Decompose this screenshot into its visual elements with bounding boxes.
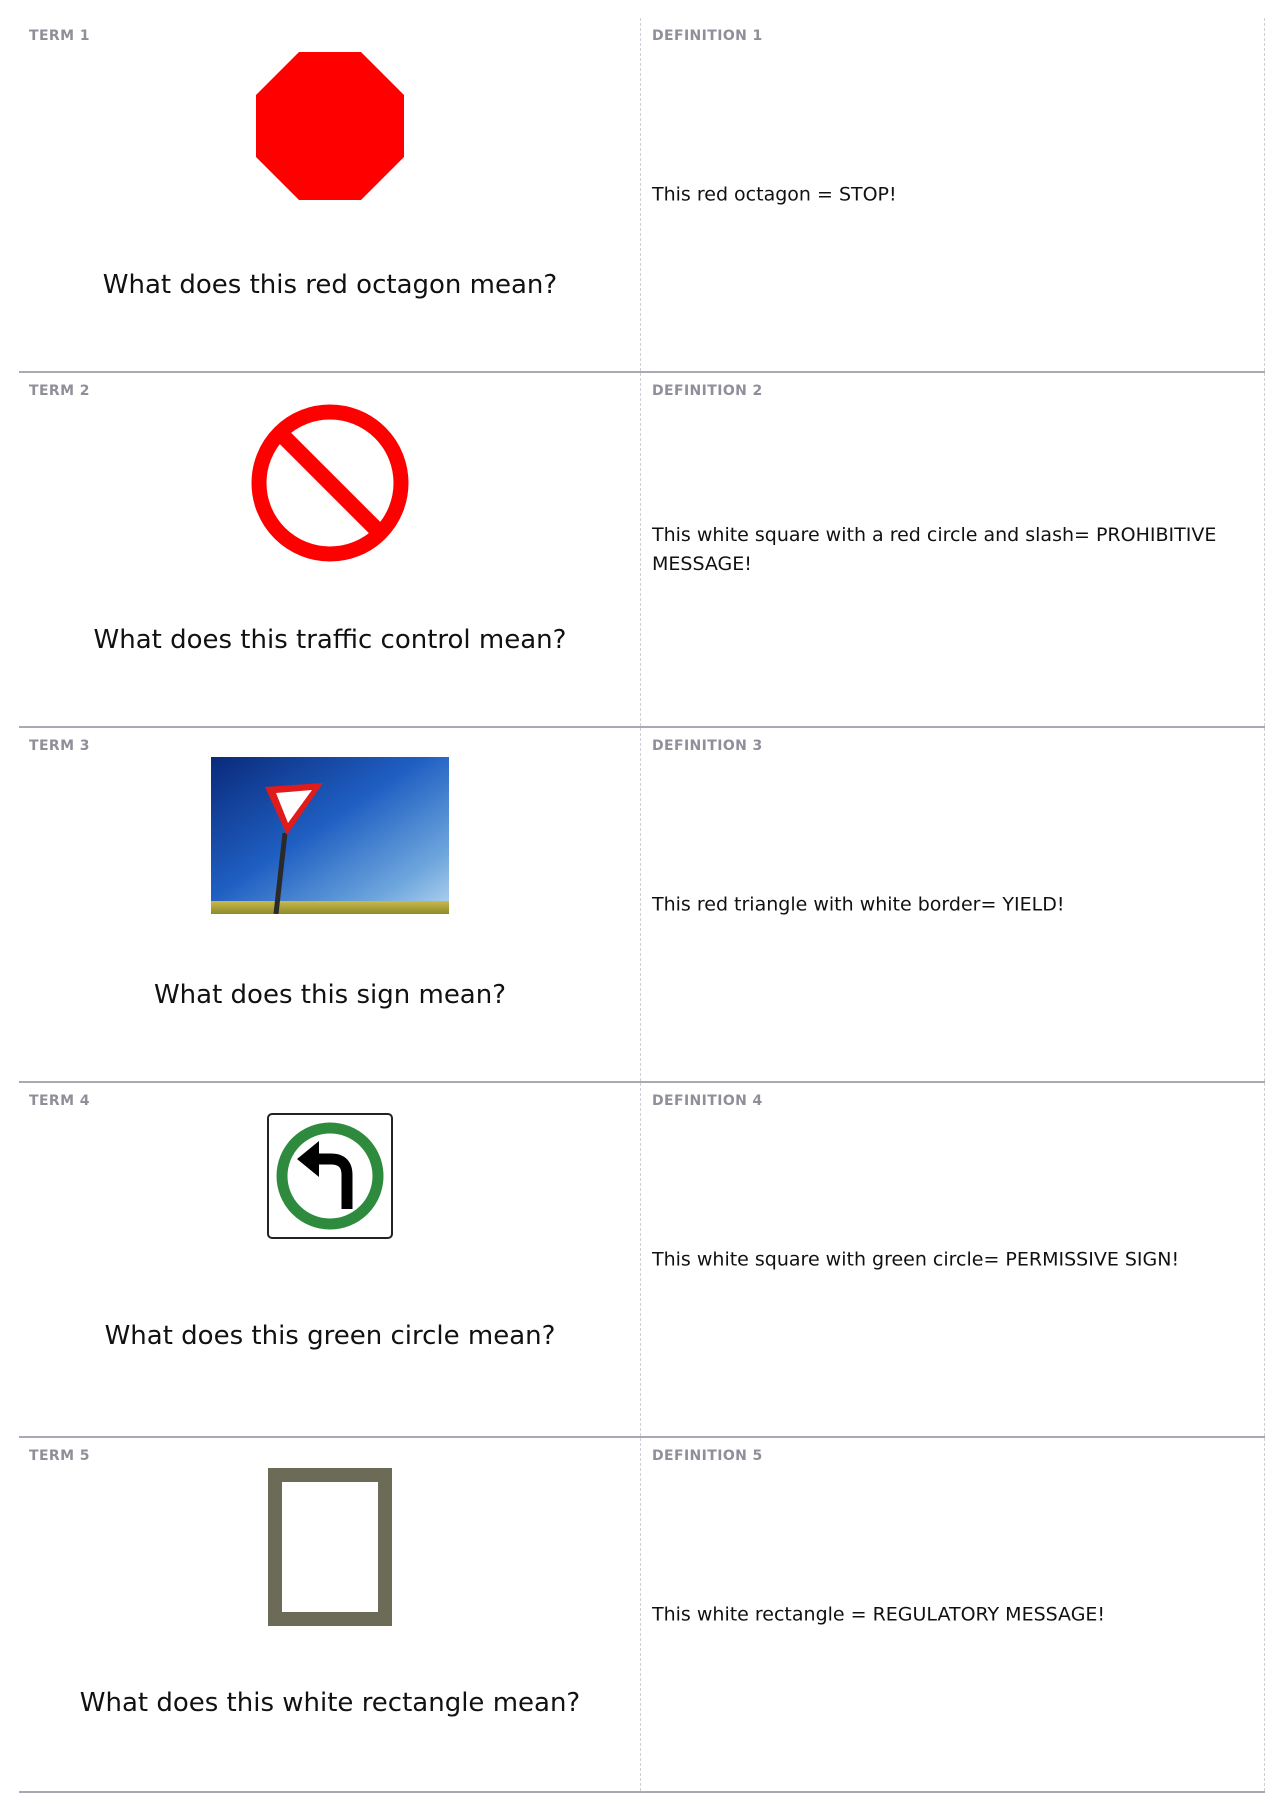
definition-text: This white rectangle = REGULATORY MESSAGE! (652, 1603, 1106, 1625)
term-cell (19, 373, 641, 726)
definition-cell (641, 373, 1265, 726)
yield-sign-photo (19, 757, 641, 914)
definition-label: DEFINITION 4 (652, 1093, 763, 1109)
definition-label: DEFINITION 2 (652, 383, 763, 399)
term-question: What does this traffic control mean? (93, 625, 567, 655)
term-question: What does this green circle mean? (104, 1321, 556, 1351)
definition-label: DEFINITION 1 (652, 28, 763, 44)
term-cell (19, 728, 641, 1081)
definition-label: DEFINITION 3 (652, 738, 763, 754)
definition-text: This white square with green circle= PERMISSIVE SIGN! (652, 1248, 1180, 1270)
definition-cell (641, 1438, 1265, 1791)
term-label: TERM 3 (29, 738, 90, 754)
prohibition-sign-icon (19, 403, 641, 563)
term-question: What does this sign mean? (153, 980, 507, 1010)
definition-cell (641, 728, 1265, 1081)
definition-text: This red octagon = STOP! (652, 183, 897, 205)
flashcard-row (19, 728, 1265, 1083)
term-label: TERM 1 (29, 28, 90, 44)
left-turn-permitted-icon (19, 1113, 641, 1239)
definition-text: This white square with a red circle and slash= PROHIBITIVE MESSAGE! (652, 523, 1217, 575)
definition-cell (641, 18, 1265, 371)
term-question: What does this white rectangle mean? (79, 1688, 581, 1718)
term-cell (19, 18, 641, 371)
flashcard-row (19, 1083, 1265, 1438)
definition-cell (641, 1083, 1265, 1436)
definition-text: This red triangle with white border= YIELD! (652, 893, 1065, 915)
definition-label: DEFINITION 5 (652, 1448, 763, 1464)
flashcard-sheet (19, 18, 1265, 1793)
term-cell (19, 1083, 641, 1436)
term-label: TERM 4 (29, 1093, 90, 1109)
white-rectangle-sign-icon (19, 1468, 641, 1626)
term-question: What does this red octagon mean? (102, 270, 558, 300)
term-label: TERM 5 (29, 1448, 90, 1464)
term-label: TERM 2 (29, 383, 90, 399)
stop-sign-icon (19, 52, 641, 200)
flashcard-row (19, 373, 1265, 728)
flashcard-row (19, 1438, 1265, 1793)
flashcard-row (19, 18, 1265, 373)
term-cell (19, 1438, 641, 1791)
